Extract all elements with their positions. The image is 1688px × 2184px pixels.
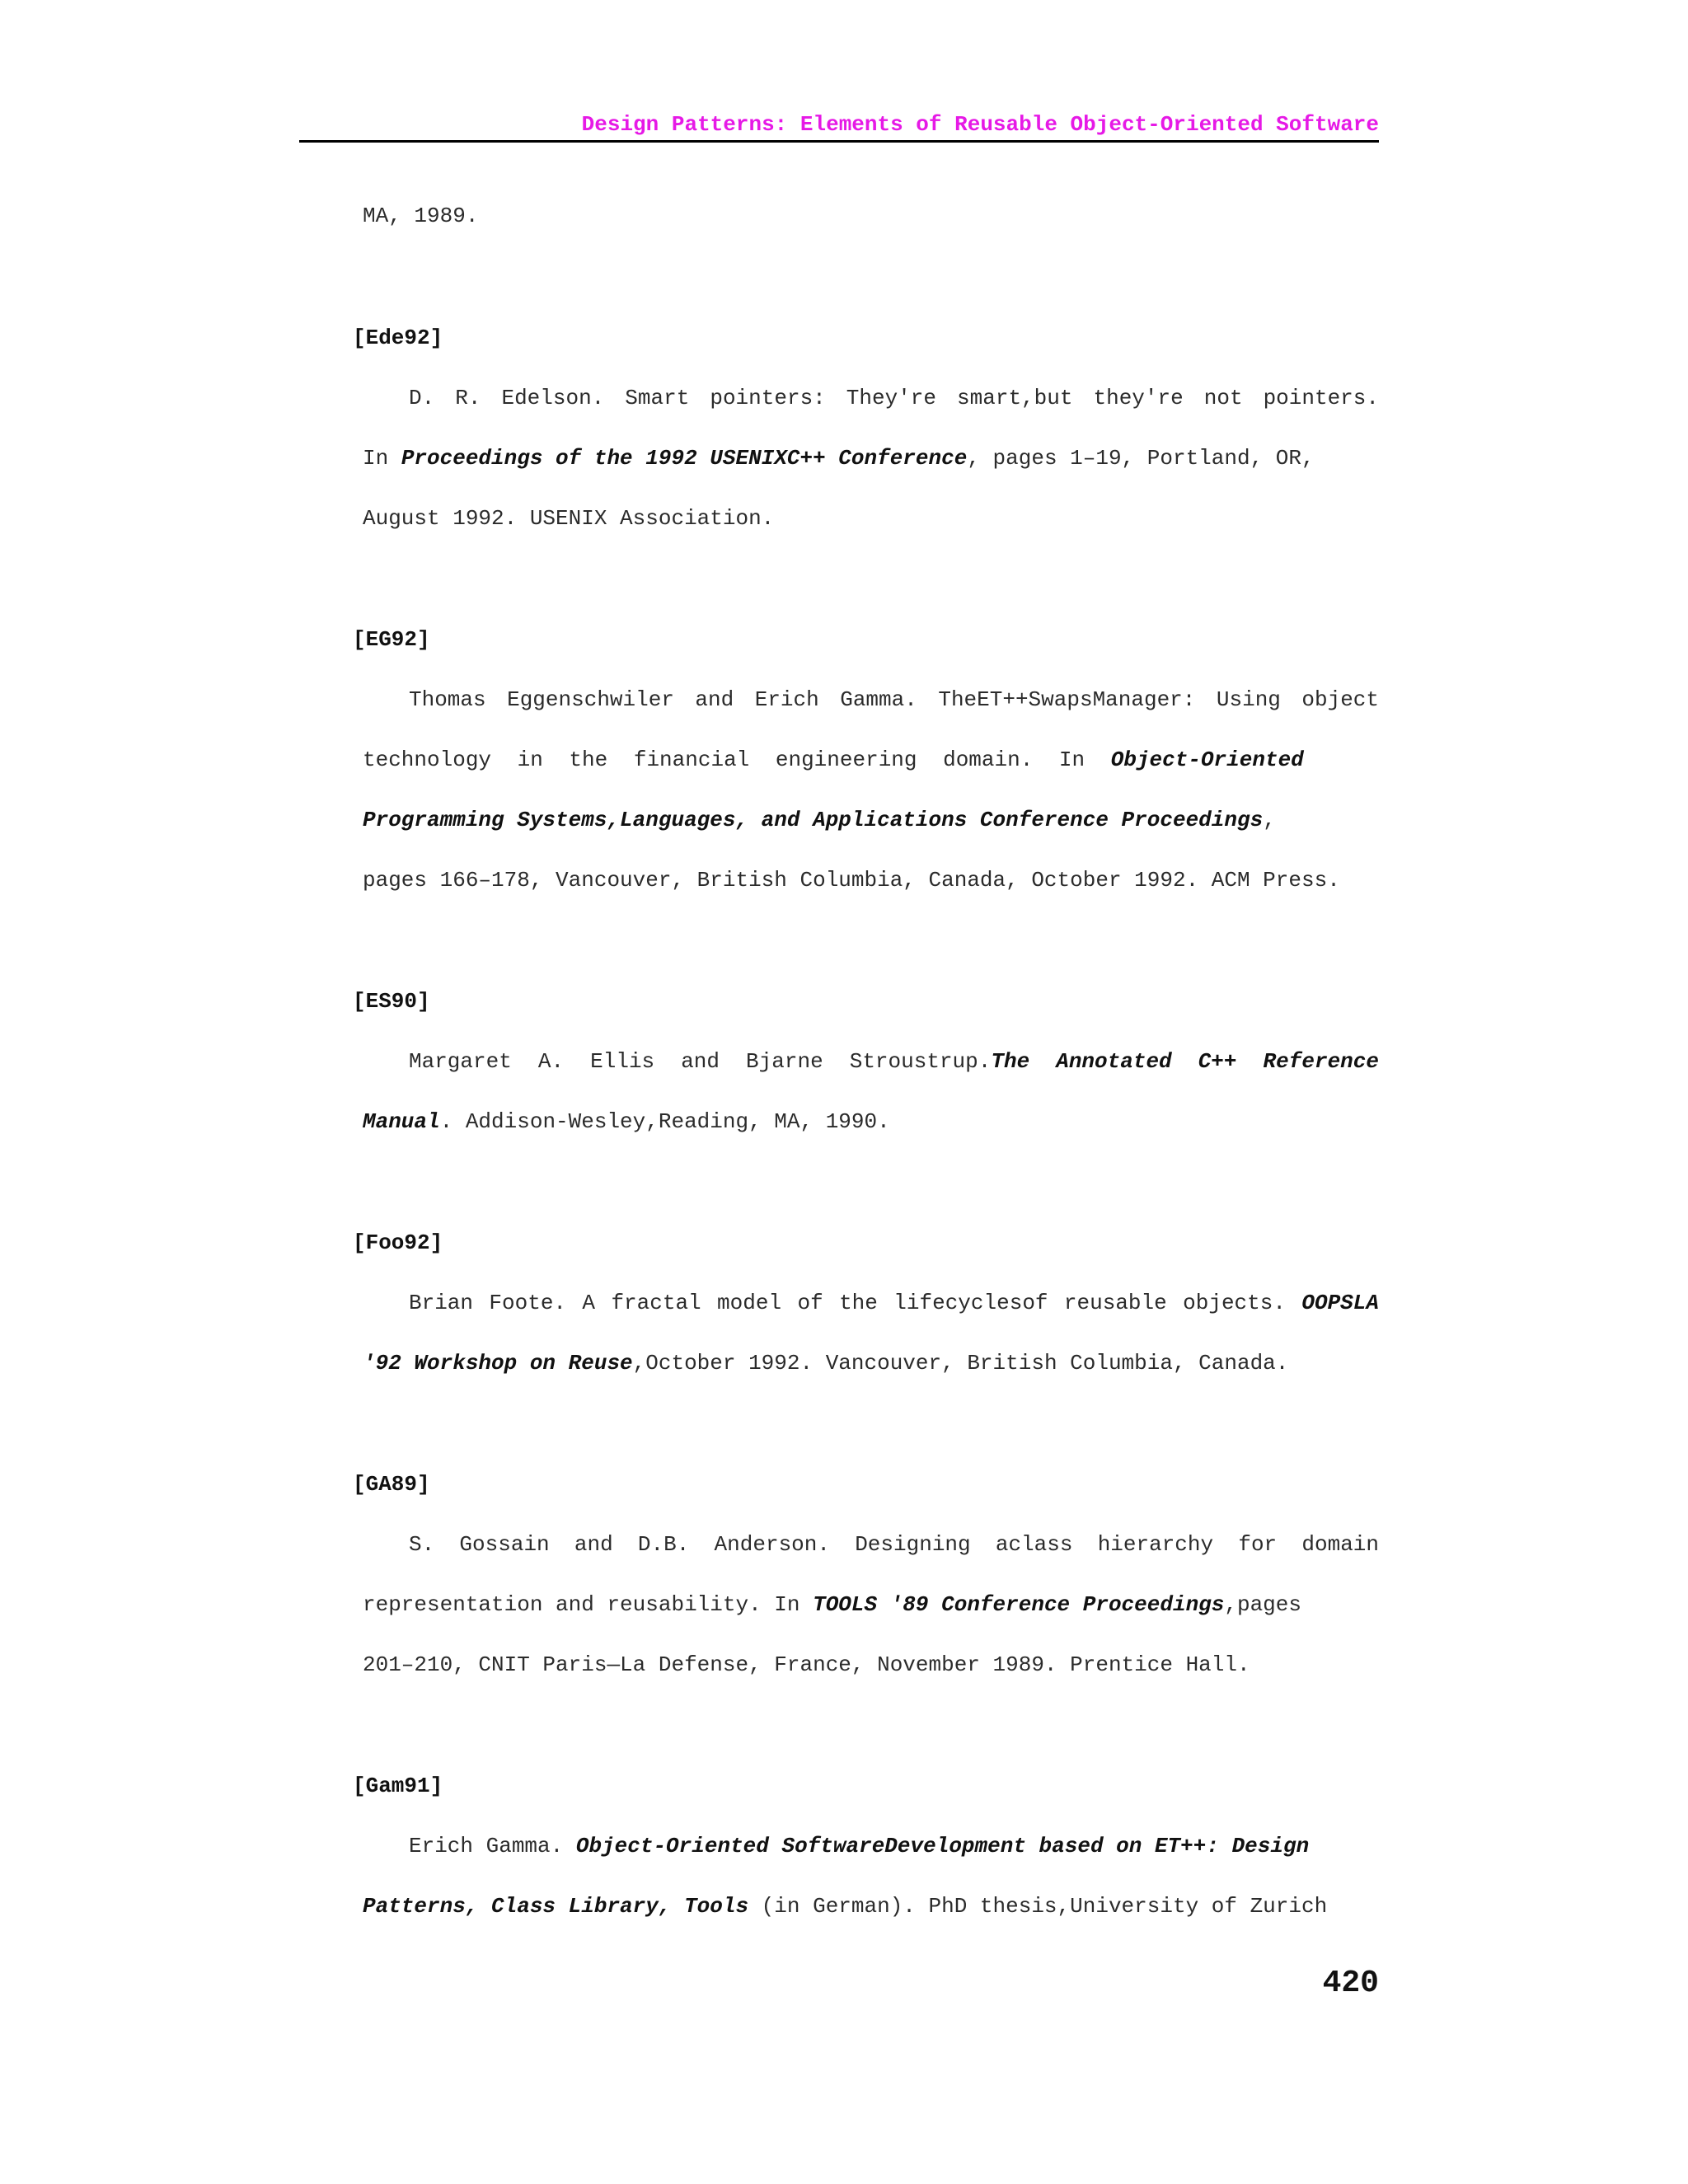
reference-tag-ede92: [Ede92] <box>353 326 443 350</box>
reference-line: Manual. Addison-Wesley,Reading, MA, 1990. <box>363 1109 890 1134</box>
reference-title: Object-Oriented <box>1110 748 1304 772</box>
reference-title: Patterns, Class Library, Tools <box>363 1894 749 1919</box>
reference-line: Patterns, Class Library, Tools (in German). PhD thesis,University of Zurich <box>363 1894 1328 1919</box>
reference-tag-es90: [ES90] <box>353 989 430 1014</box>
reference-line: In Proceedings of the 1992 USENIXC++ Conference, pages 1–19, Portland, OR, <box>363 446 1315 471</box>
reference-line: Thomas Eggenschwiler and Erich Gamma. TheET++SwapsManager: Using object <box>409 687 1379 712</box>
reference-line: representation and reusability. In TOOLS '89 Conference Proceedings,pages <box>363 1592 1301 1617</box>
reference-tag-ga89: [GA89] <box>353 1472 430 1497</box>
reference-line: Margaret A. Ellis and Bjarne Stroustrup.The Annotated C++ Reference <box>409 1049 1379 1074</box>
reference-line: Erich Gamma. Object-Oriented SoftwareDevelopment based on ET++: Design <box>409 1834 1310 1858</box>
reference-line: D. R. Edelson. Smart pointers: They're smart,but they're not pointers. <box>409 386 1379 410</box>
reference-line: Brian Foote. A fractal model of the lifecyclesof reusable objects. OOPSLA <box>409 1291 1379 1315</box>
reference-tag-eg92: [EG92] <box>353 627 430 652</box>
reference-title: Object-Oriented SoftwareDevelopment based on ET++: Design <box>575 1834 1310 1858</box>
reference-title: Proceedings of the 1992 USENIXC++ Conference <box>401 446 968 471</box>
reference-line: pages 166–178, Vancouver, British Columbia, Canada, October 1992. ACM Press. <box>363 868 1340 893</box>
reference-line: technology in the financial engineering domain. In Object-Oriented <box>363 748 1304 772</box>
reference-title: OOPSLA <box>1301 1291 1379 1315</box>
reference-title: Manual <box>363 1109 440 1134</box>
reference-title: Programming Systems,Languages, and Applications Conference Proceedings <box>363 808 1264 832</box>
reference-line: August 1992. USENIX Association. <box>363 506 775 531</box>
reference-tag-foo92: [Foo92] <box>353 1230 443 1255</box>
running-header-title: Design Patterns: Elements of Reusable Object-Oriented Software <box>581 112 1379 137</box>
reference-title: The Annotated C++ Reference <box>991 1049 1379 1074</box>
reference-title: TOOLS '89 Conference Proceedings <box>813 1592 1225 1617</box>
continuation-line: MA, 1989. <box>363 204 479 228</box>
reference-line: '92 Workshop on Reuse,October 1992. Vancouver, British Columbia, Canada. <box>363 1351 1289 1376</box>
reference-line: S. Gossain and D.B. Anderson. Designing aclass hierarchy for domain <box>409 1532 1379 1557</box>
reference-title: '92 Workshop on Reuse <box>363 1351 633 1376</box>
page-number: 420 <box>1322 1966 1379 2001</box>
header-rule <box>299 140 1379 143</box>
reference-line: 201–210, CNIT Paris—La Defense, France, November 1989. Prentice Hall. <box>363 1652 1250 1677</box>
reference-tag-gam91: [Gam91] <box>353 1774 443 1798</box>
reference-line: Programming Systems,Languages, and Applications Conference Proceedings, <box>363 808 1276 832</box>
